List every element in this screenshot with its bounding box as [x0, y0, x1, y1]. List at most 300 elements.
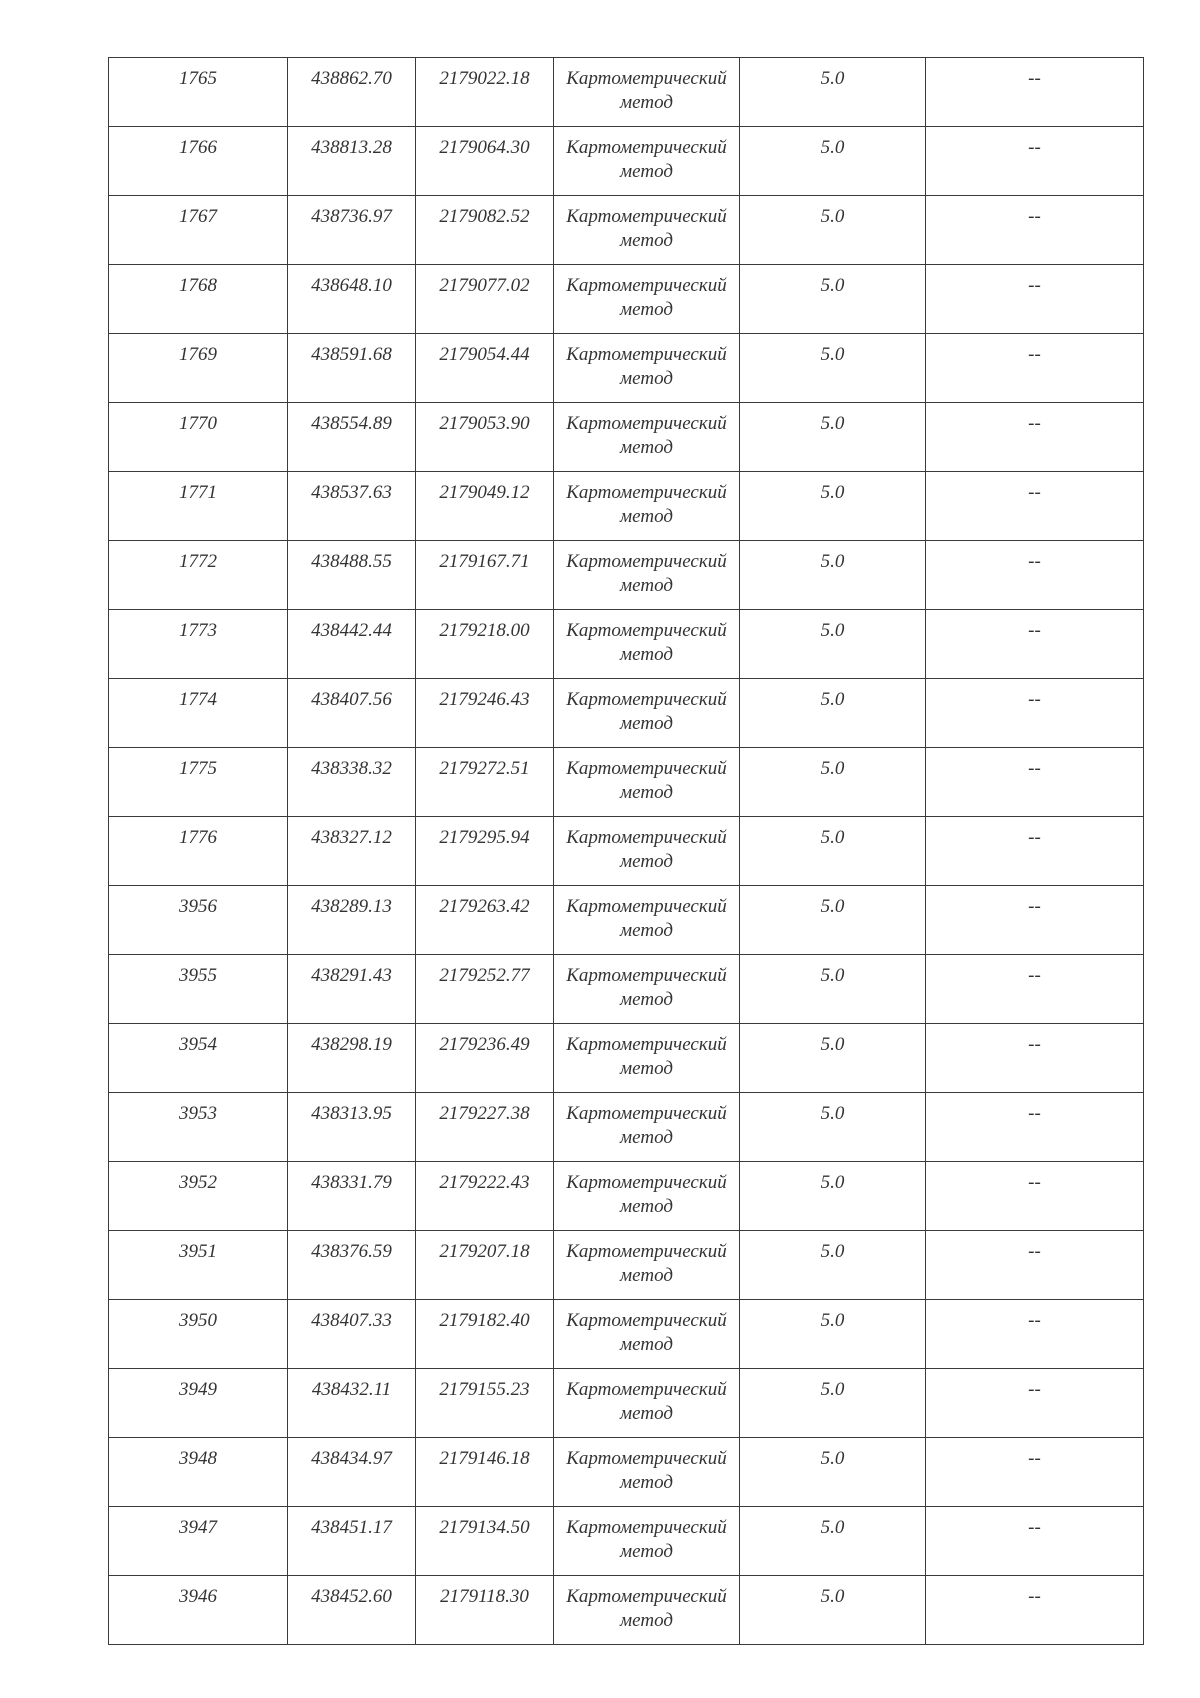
method-cell — [554, 196, 740, 265]
accuracy-cell-text: 5.0 — [820, 758, 845, 779]
accuracy-cell-text: 5.0 — [820, 482, 845, 503]
x-coordinate-cell-text: 438488.55 — [311, 551, 392, 572]
method-text — [554, 610, 739, 667]
point-number-cell — [109, 541, 288, 610]
description-cell — [926, 265, 1144, 334]
x-coordinate-cell — [288, 541, 416, 610]
method-line-1: Картометрический — [566, 482, 727, 503]
x-coordinate-cell — [288, 1093, 416, 1162]
point-number-cell-text: 3949 — [179, 1379, 217, 1400]
accuracy-cell — [740, 955, 926, 1024]
method-line-2: метод — [620, 92, 673, 113]
x-coordinate-cell — [288, 955, 416, 1024]
point-number-cell-text: 1768 — [179, 275, 217, 296]
point-number-cell — [109, 403, 288, 472]
x-coordinate-cell-text: 438591.68 — [311, 344, 392, 365]
point-number-cell — [109, 955, 288, 1024]
table-row — [109, 1162, 1144, 1231]
method-line-2: метод — [620, 989, 673, 1010]
accuracy-cell-text: 5.0 — [820, 689, 845, 710]
point-number-cell-text: 3956 — [179, 896, 217, 917]
y-coordinate-cell — [416, 1438, 554, 1507]
accuracy-cell — [740, 403, 926, 472]
method-line-1: Картометрический — [566, 689, 727, 710]
method-cell — [554, 58, 740, 127]
table-row — [109, 1576, 1144, 1645]
table-row — [109, 58, 1144, 127]
x-coordinate-cell — [288, 1162, 416, 1231]
method-text — [554, 679, 739, 736]
accuracy-cell — [740, 1024, 926, 1093]
method-cell — [554, 679, 740, 748]
method-line-1: Картометрический — [566, 1586, 727, 1607]
point-number-cell — [109, 748, 288, 817]
description-cell — [926, 1162, 1144, 1231]
method-text — [554, 1438, 739, 1495]
description-cell — [926, 955, 1144, 1024]
point-number-cell-text: 3951 — [179, 1241, 217, 1262]
method-text — [554, 1507, 739, 1564]
x-coordinate-cell — [288, 1300, 416, 1369]
accuracy-cell — [740, 334, 926, 403]
accuracy-cell-text: 5.0 — [820, 965, 845, 986]
x-coordinate-cell-text: 438451.17 — [311, 1517, 392, 1538]
method-text — [554, 334, 739, 391]
description-cell-text: -- — [1028, 1586, 1041, 1607]
description-cell-text: -- — [1028, 1517, 1041, 1538]
y-coordinate-cell-text: 2179263.42 — [439, 896, 530, 917]
method-line-1: Картометрический — [566, 1517, 727, 1538]
accuracy-cell-text: 5.0 — [820, 827, 845, 848]
method-cell — [554, 265, 740, 334]
table-row — [109, 886, 1144, 955]
table-row — [109, 955, 1144, 1024]
y-coordinate-cell — [416, 58, 554, 127]
description-cell — [926, 472, 1144, 541]
method-line-1: Картометрический — [566, 827, 727, 848]
x-coordinate-cell — [288, 265, 416, 334]
x-coordinate-cell-text: 438289.13 — [311, 896, 392, 917]
method-text — [554, 472, 739, 529]
table-row — [109, 541, 1144, 610]
method-text — [554, 1231, 739, 1288]
x-coordinate-cell-text: 438407.56 — [311, 689, 392, 710]
x-coordinate-cell — [288, 196, 416, 265]
description-cell — [926, 1438, 1144, 1507]
table-row — [109, 1369, 1144, 1438]
method-text — [554, 1093, 739, 1150]
description-cell-text: -- — [1028, 68, 1041, 89]
y-coordinate-cell — [416, 1507, 554, 1576]
method-line-1: Картометрический — [566, 758, 727, 779]
y-coordinate-cell-text: 2179272.51 — [439, 758, 530, 779]
description-cell-text: -- — [1028, 965, 1041, 986]
description-cell-text: -- — [1028, 206, 1041, 227]
x-coordinate-cell — [288, 886, 416, 955]
point-number-cell-text: 3947 — [179, 1517, 217, 1538]
x-coordinate-cell-text: 438813.28 — [311, 137, 392, 158]
table-row — [109, 196, 1144, 265]
point-number-cell-text: 3948 — [179, 1448, 217, 1469]
y-coordinate-cell — [416, 127, 554, 196]
method-cell — [554, 127, 740, 196]
y-coordinate-cell — [416, 334, 554, 403]
y-coordinate-cell — [416, 679, 554, 748]
y-coordinate-cell — [416, 886, 554, 955]
description-cell — [926, 817, 1144, 886]
description-cell-text: -- — [1028, 827, 1041, 848]
accuracy-cell-text: 5.0 — [820, 413, 845, 434]
accuracy-cell — [740, 127, 926, 196]
y-coordinate-cell — [416, 1231, 554, 1300]
method-line-1: Картометрический — [566, 965, 727, 986]
table-row — [109, 472, 1144, 541]
description-cell-text: -- — [1028, 896, 1041, 917]
method-cell — [554, 955, 740, 1024]
accuracy-cell — [740, 817, 926, 886]
y-coordinate-cell — [416, 817, 554, 886]
point-number-cell-text: 1772 — [179, 551, 217, 572]
table-row — [109, 127, 1144, 196]
x-coordinate-cell-text: 438554.89 — [311, 413, 392, 434]
method-line-2: метод — [620, 1127, 673, 1148]
method-cell — [554, 472, 740, 541]
description-cell-text: -- — [1028, 758, 1041, 779]
table-row — [109, 610, 1144, 679]
point-number-cell-text: 3954 — [179, 1034, 217, 1055]
method-line-2: метод — [620, 1196, 673, 1217]
point-number-cell-text: 3952 — [179, 1172, 217, 1193]
y-coordinate-cell-text: 2179222.43 — [439, 1172, 530, 1193]
description-cell — [926, 541, 1144, 610]
accuracy-cell — [740, 541, 926, 610]
description-cell — [926, 1024, 1144, 1093]
point-number-cell — [109, 679, 288, 748]
x-coordinate-cell-text: 438376.59 — [311, 1241, 392, 1262]
accuracy-cell-text: 5.0 — [820, 1034, 845, 1055]
description-cell — [926, 127, 1144, 196]
y-coordinate-cell-text: 2179064.30 — [439, 137, 530, 158]
method-line-2: метод — [620, 851, 673, 872]
description-cell-text: -- — [1028, 137, 1041, 158]
description-cell — [926, 196, 1144, 265]
description-cell-text: -- — [1028, 1034, 1041, 1055]
y-coordinate-cell-text: 2179227.38 — [439, 1103, 530, 1124]
accuracy-cell-text: 5.0 — [820, 275, 845, 296]
accuracy-cell-text: 5.0 — [820, 206, 845, 227]
method-line-2: метод — [620, 299, 673, 320]
method-text — [554, 1162, 739, 1219]
x-coordinate-cell — [288, 403, 416, 472]
method-line-2: метод — [620, 1265, 673, 1286]
point-number-cell — [109, 1093, 288, 1162]
method-line-1: Картометрический — [566, 620, 727, 641]
y-coordinate-cell — [416, 472, 554, 541]
method-line-1: Картометрический — [566, 1448, 727, 1469]
description-cell — [926, 58, 1144, 127]
method-cell — [554, 748, 740, 817]
method-line-2: метод — [620, 230, 673, 251]
x-coordinate-cell-text: 438407.33 — [311, 1310, 392, 1331]
y-coordinate-cell-text: 2179118.30 — [440, 1586, 529, 1607]
accuracy-cell — [740, 472, 926, 541]
x-coordinate-cell — [288, 679, 416, 748]
method-cell — [554, 403, 740, 472]
point-number-cell — [109, 610, 288, 679]
method-line-1: Картометрический — [566, 275, 727, 296]
x-coordinate-cell-text: 438434.97 — [311, 1448, 392, 1469]
table-row — [109, 1093, 1144, 1162]
description-cell-text: -- — [1028, 689, 1041, 710]
y-coordinate-cell-text: 2179207.18 — [439, 1241, 530, 1262]
y-coordinate-cell — [416, 1300, 554, 1369]
description-cell — [926, 886, 1144, 955]
method-line-1: Картометрический — [566, 206, 727, 227]
x-coordinate-cell — [288, 1438, 416, 1507]
point-number-cell-text: 1769 — [179, 344, 217, 365]
method-text — [554, 817, 739, 874]
accuracy-cell-text: 5.0 — [820, 1517, 845, 1538]
method-line-2: метод — [620, 713, 673, 734]
y-coordinate-cell — [416, 1369, 554, 1438]
method-line-1: Картометрический — [566, 413, 727, 434]
method-cell — [554, 610, 740, 679]
method-cell — [554, 1300, 740, 1369]
point-number-cell-text: 1765 — [179, 68, 217, 89]
accuracy-cell-text: 5.0 — [820, 1310, 845, 1331]
x-coordinate-cell — [288, 472, 416, 541]
description-cell — [926, 334, 1144, 403]
accuracy-cell — [740, 1231, 926, 1300]
accuracy-cell — [740, 679, 926, 748]
accuracy-cell — [740, 1093, 926, 1162]
accuracy-cell — [740, 1576, 926, 1645]
description-cell — [926, 1231, 1144, 1300]
method-line-2: метод — [620, 920, 673, 941]
x-coordinate-cell — [288, 58, 416, 127]
method-line-1: Картометрический — [566, 68, 727, 89]
method-line-2: метод — [620, 1334, 673, 1355]
description-cell-text: -- — [1028, 1379, 1041, 1400]
accuracy-cell-text: 5.0 — [820, 1103, 845, 1124]
point-number-cell — [109, 1369, 288, 1438]
accuracy-cell-text: 5.0 — [820, 896, 845, 917]
accuracy-cell — [740, 1369, 926, 1438]
y-coordinate-cell-text: 2179295.94 — [439, 827, 530, 848]
method-line-2: метод — [620, 1541, 673, 1562]
x-coordinate-cell — [288, 334, 416, 403]
method-text — [554, 955, 739, 1012]
point-number-cell — [109, 1438, 288, 1507]
x-coordinate-cell — [288, 610, 416, 679]
point-number-cell — [109, 58, 288, 127]
point-number-cell-text: 3953 — [179, 1103, 217, 1124]
method-cell — [554, 1093, 740, 1162]
x-coordinate-cell-text: 438442.44 — [311, 620, 392, 641]
accuracy-cell-text: 5.0 — [820, 1586, 845, 1607]
method-text — [554, 1576, 739, 1633]
description-cell-text: -- — [1028, 413, 1041, 434]
point-number-cell — [109, 265, 288, 334]
description-cell-text: -- — [1028, 1448, 1041, 1469]
point-number-cell-text: 1774 — [179, 689, 217, 710]
method-text — [554, 58, 739, 115]
method-line-2: метод — [620, 1610, 673, 1631]
accuracy-cell-text: 5.0 — [820, 1172, 845, 1193]
y-coordinate-cell — [416, 1576, 554, 1645]
method-line-2: метод — [620, 437, 673, 458]
method-text — [554, 265, 739, 322]
method-text — [554, 1024, 739, 1081]
method-line-1: Картометрический — [566, 1379, 727, 1400]
x-coordinate-cell-text: 438331.79 — [311, 1172, 392, 1193]
point-number-cell — [109, 886, 288, 955]
method-line-1: Картометрический — [566, 1241, 727, 1262]
method-cell — [554, 886, 740, 955]
point-number-cell — [109, 334, 288, 403]
method-line-1: Картометрический — [566, 1310, 727, 1331]
x-coordinate-cell — [288, 1024, 416, 1093]
x-coordinate-cell — [288, 1369, 416, 1438]
point-number-cell-text: 1766 — [179, 137, 217, 158]
point-number-cell — [109, 1576, 288, 1645]
accuracy-cell — [740, 1300, 926, 1369]
x-coordinate-cell-text: 438291.43 — [311, 965, 392, 986]
y-coordinate-cell — [416, 196, 554, 265]
point-number-cell — [109, 472, 288, 541]
accuracy-cell-text: 5.0 — [820, 551, 845, 572]
accuracy-cell — [740, 196, 926, 265]
accuracy-cell-text: 5.0 — [820, 344, 845, 365]
method-text — [554, 541, 739, 598]
table-row — [109, 1300, 1144, 1369]
x-coordinate-cell — [288, 127, 416, 196]
y-coordinate-cell-text: 2179182.40 — [439, 1310, 530, 1331]
method-cell — [554, 1507, 740, 1576]
accuracy-cell — [740, 1438, 926, 1507]
method-line-2: метод — [620, 782, 673, 803]
method-line-1: Картометрический — [566, 1172, 727, 1193]
y-coordinate-cell — [416, 265, 554, 334]
method-cell — [554, 1576, 740, 1645]
x-coordinate-cell-text: 438648.10 — [311, 275, 392, 296]
accuracy-cell — [740, 886, 926, 955]
method-line-1: Картометрический — [566, 1103, 727, 1124]
point-number-cell-text: 1775 — [179, 758, 217, 779]
description-cell-text: -- — [1028, 482, 1041, 503]
method-line-2: метод — [620, 1058, 673, 1079]
y-coordinate-cell-text: 2179167.71 — [439, 551, 530, 572]
method-text — [554, 1369, 739, 1426]
y-coordinate-cell — [416, 403, 554, 472]
method-text — [554, 1300, 739, 1357]
description-cell — [926, 1093, 1144, 1162]
method-cell — [554, 1369, 740, 1438]
table-row — [109, 817, 1144, 886]
x-coordinate-cell-text: 438537.63 — [311, 482, 392, 503]
description-cell — [926, 1369, 1144, 1438]
method-cell — [554, 334, 740, 403]
method-cell — [554, 541, 740, 610]
accuracy-cell-text: 5.0 — [820, 620, 845, 641]
method-line-1: Картометрический — [566, 551, 727, 572]
point-number-cell-text: 1771 — [179, 482, 217, 503]
x-coordinate-cell-text: 438736.97 — [311, 206, 392, 227]
table-row — [109, 1024, 1144, 1093]
table-row — [109, 1231, 1144, 1300]
x-coordinate-cell-text: 438298.19 — [311, 1034, 392, 1055]
accuracy-cell-text: 5.0 — [820, 137, 845, 158]
accuracy-cell — [740, 748, 926, 817]
point-number-cell-text: 1776 — [179, 827, 217, 848]
y-coordinate-cell-text: 2179022.18 — [439, 68, 530, 89]
point-number-cell — [109, 1162, 288, 1231]
point-number-cell — [109, 1507, 288, 1576]
method-text — [554, 196, 739, 253]
method-cell — [554, 1231, 740, 1300]
description-cell — [926, 1507, 1144, 1576]
point-number-cell — [109, 127, 288, 196]
accuracy-cell-text: 5.0 — [820, 1379, 845, 1400]
method-cell — [554, 817, 740, 886]
method-line-2: метод — [620, 1472, 673, 1493]
point-number-cell — [109, 1300, 288, 1369]
y-coordinate-cell-text: 2179082.52 — [439, 206, 530, 227]
table-row — [109, 1438, 1144, 1507]
y-coordinate-cell-text: 2179246.43 — [439, 689, 530, 710]
table-row — [109, 265, 1144, 334]
x-coordinate-cell-text: 438313.95 — [311, 1103, 392, 1124]
y-coordinate-cell — [416, 1162, 554, 1231]
table-row — [109, 679, 1144, 748]
point-number-cell-text: 1770 — [179, 413, 217, 434]
x-coordinate-cell-text: 438452.60 — [311, 1586, 392, 1607]
method-text — [554, 748, 739, 805]
accuracy-cell — [740, 1507, 926, 1576]
point-number-cell-text: 3950 — [179, 1310, 217, 1331]
x-coordinate-cell — [288, 1507, 416, 1576]
x-coordinate-cell — [288, 1576, 416, 1645]
y-coordinate-cell-text: 2179218.00 — [439, 620, 530, 641]
description-cell-text: -- — [1028, 551, 1041, 572]
description-cell-text: -- — [1028, 620, 1041, 641]
method-line-2: метод — [620, 161, 673, 182]
method-cell — [554, 1162, 740, 1231]
x-coordinate-cell-text: 438327.12 — [311, 827, 392, 848]
method-line-2: метод — [620, 575, 673, 596]
accuracy-cell — [740, 58, 926, 127]
y-coordinate-cell-text: 2179146.18 — [439, 1448, 530, 1469]
method-line-1: Картометрический — [566, 137, 727, 158]
description-cell — [926, 403, 1144, 472]
method-line-2: метод — [620, 506, 673, 527]
method-line-2: метод — [620, 1403, 673, 1424]
accuracy-cell — [740, 265, 926, 334]
x-coordinate-cell-text: 438862.70 — [311, 68, 392, 89]
point-number-cell-text: 3946 — [179, 1586, 217, 1607]
point-number-cell — [109, 1024, 288, 1093]
method-cell — [554, 1438, 740, 1507]
y-coordinate-cell — [416, 1024, 554, 1093]
accuracy-cell-text: 5.0 — [820, 1448, 845, 1469]
accuracy-cell — [740, 610, 926, 679]
description-cell — [926, 610, 1144, 679]
point-number-cell — [109, 196, 288, 265]
description-cell-text: -- — [1028, 1103, 1041, 1124]
x-coordinate-cell — [288, 1231, 416, 1300]
x-coordinate-cell-text: 438432.11 — [311, 1379, 392, 1400]
method-text — [554, 403, 739, 460]
